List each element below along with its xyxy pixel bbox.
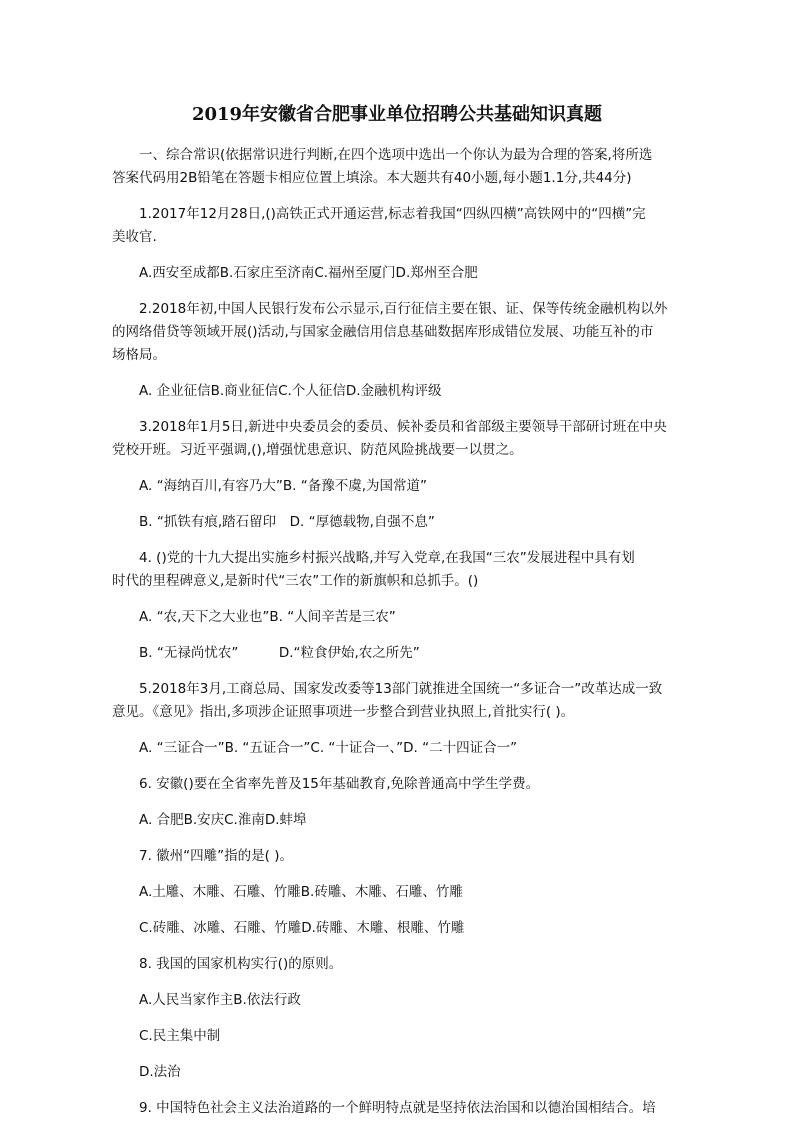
question-4-line: 时代的里程碑意义,是新时代“三农”工作的新旗帜和总抓手。() [112,573,479,589]
question-3-line: 党校开班。习近平强调,(),增强忧患意识、防范风险挑战要一以贯之。 [112,442,523,458]
question-8-line: 8. 我国的国家机构实行()的原则。 [112,956,343,972]
question-3-options: B. “抓铁有痕,踏石留印 D. “厚德载物,自强不息” [112,514,435,530]
question-2-line: 场格局。 [112,347,166,363]
question-1-options: A.西安至成都B.石家庄至济南C.福州至厦门D.郑州至合肥 [112,265,478,281]
question-8-options: D.法治 [112,1064,181,1080]
question-4-line: 4. ()党的十九大提出实施乡村振兴战略,并写入党章,在我国“三农”发展进程中具有划 [112,550,635,566]
question-2-line: 的网络借贷等领域开展()活动,与国家金融信用信息基础数据库形成错位发展、功能互补的市 [112,324,654,340]
question-1-line: 美收官. [112,229,157,245]
question-6-options: A. 合肥B.安庆C.淮南D.蚌埠 [112,812,307,828]
question-7-line: 7. 徽州“四雕”指的是( )。 [112,848,293,864]
question-5-line: 5.2018年3月,工商总局、国家发改委等13部门就推进全国统一“多证合一”改革达成一致 [112,681,663,697]
document-title: 2019年安徽省合肥事业单位招聘公共基础知识真题 [191,104,603,125]
question-9-line: 9. 中国特色社会主义法治道路的一个鲜明特点就是坚持依法治国和以德治国相结合。培 [112,1100,656,1116]
question-3-line: 3.2018年1月5日,新进中央委员会的委员、候补委员和省部级主要领导干部研讨班在中央 [112,419,667,435]
question-2-options: A. 企业征信B.商业征信C.个人征信D.金融机构评级 [112,383,442,399]
question-8-options: A.人民当家作主B.依法行政 [112,992,301,1008]
question-6-line: 6. 安徽()要在全省率先普及15年基础教育,免除普通高中学生学费。 [112,776,540,792]
question-8-options: C.民主集中制 [112,1028,221,1044]
question-5-options: A. “三证合一”B. “五证合一”C. “十证合一、”D. “二十四证合一” [112,740,518,756]
question-4-options: B. “无禄尚忧农” D.“粒食伊始,农之所先” [112,645,420,661]
question-4-options: A. “农,天下之大业也”B. “人间辛苦是三农” [112,609,396,625]
question-5-line: 意见。《意见》指出,多项涉企证照事项进一步整合到营业执照上,首批实行( )。 [112,704,575,720]
question-2-line: 2.2018年初,中国人民银行发布公示显示,百行征信主要在银、证、保等传统金融机构以外 [112,301,668,317]
question-7-options: C.砖雕、冰雕、石雕、竹雕D.砖雕、木雕、根雕、竹雕 [112,920,465,936]
question-1-line: 1.2017年12月28日,()高铁正式开通运营,标志着我国“四纵四横”高铁网中的“四横”完 [112,206,646,222]
intro-line: 一、综合常识(依据常识进行判断,在四个选项中选出一个你认为最为合理的答案,将所选 [112,147,653,163]
question-7-options: A.土雕、木雕、石雕、竹雕B.砖雕、木雕、石雕、竹雕 [112,884,463,900]
question-3-options: A. “海纳百川,有容乃大”B. “备豫不虞,为国常道” [112,478,427,494]
intro-line: 答案代码用2B铅笔在答题卡相应位置上填涂。本大题共有40小题,每小题1.1分,共44分) [112,170,632,186]
